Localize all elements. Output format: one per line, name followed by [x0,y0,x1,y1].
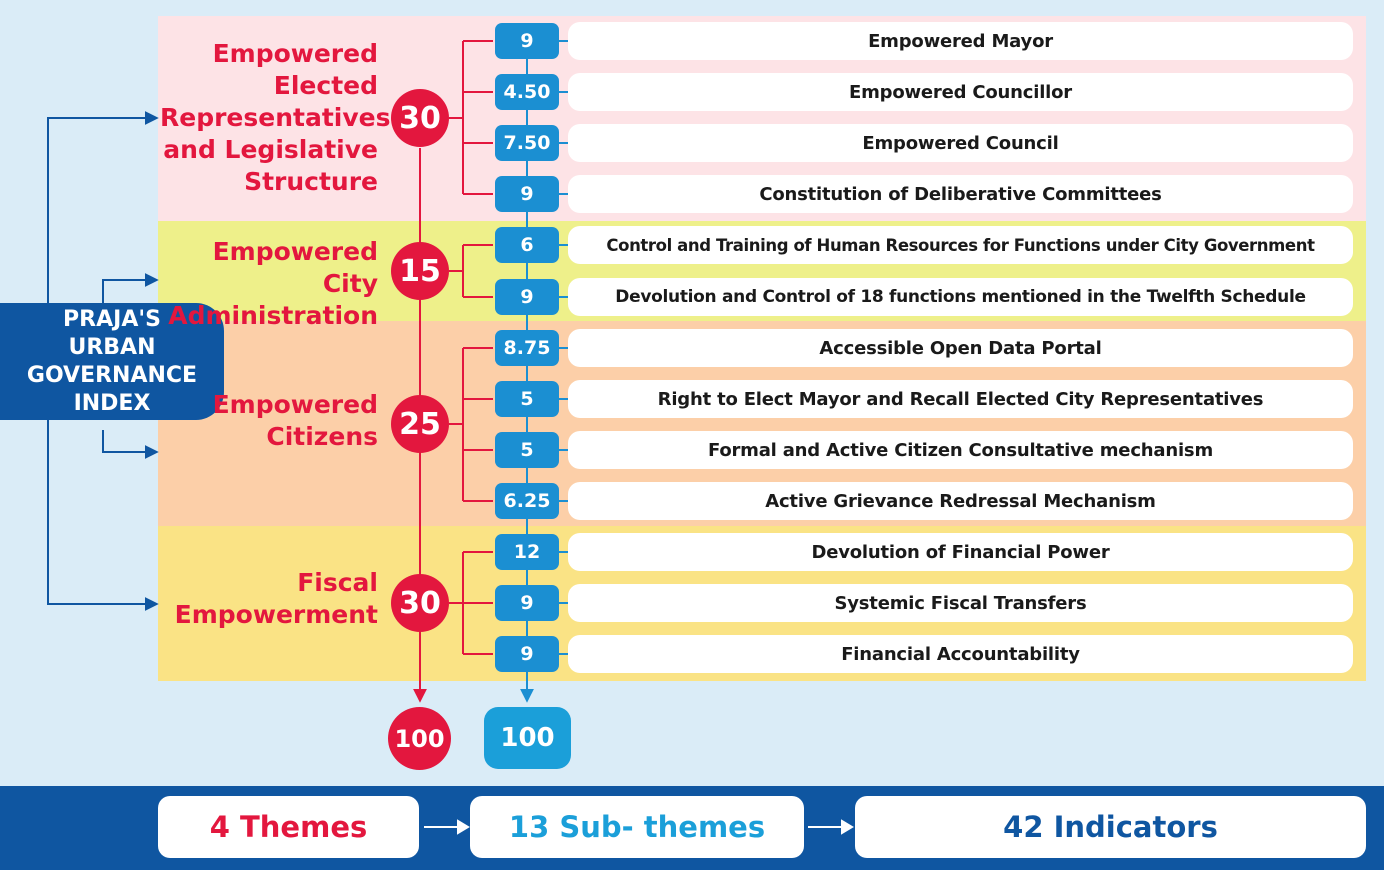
index-title: PRAJA'S URBAN GOVERNANCE INDEX [26,306,198,416]
theme-score-3: 25 [391,395,449,453]
subtheme-score: 9 [495,23,559,59]
themes-total: 100 [388,707,451,770]
subtheme-score: 9 [495,279,559,315]
theme-title-1: Empowered Elected Representatives and Legislative Structure [160,39,391,196]
theme-score-2: 15 [391,242,449,300]
subtheme-score: 8.75 [495,330,559,366]
subtheme-label: Right to Elect Mayor and Recall Elected City Representatives [568,380,1353,418]
subtheme-score: 9 [495,585,559,621]
subtheme-score: 9 [495,176,559,212]
subtheme-score: 12 [495,534,559,570]
footer-subthemes: 13 Sub- themes [470,796,804,858]
subtheme-label: Formal and Active Citizen Consultative mechanism [568,431,1353,469]
subtheme-score: 9 [495,636,559,672]
subtheme-label: Empowered Mayor [568,22,1353,60]
subthemes-total: 100 [484,707,571,769]
subtheme-label: Devolution of Financial Power [568,533,1353,571]
subtheme-score: 5 [495,432,559,468]
subtheme-score: 4.50 [495,74,559,110]
subtheme-label: Empowered Councillor [568,73,1353,111]
subtheme-label: Constitution of Deliberative Committees [568,175,1353,213]
subtheme-label: Systemic Fiscal Transfers [568,584,1353,622]
subtheme-label: Devolution and Control of 18 functions mentioned in the Twelfth Schedule [568,278,1353,316]
theme-title-3: Empowered Citizens [212,390,378,451]
subtheme-score: 5 [495,381,559,417]
subtheme-label: Financial Accountability [568,635,1353,673]
subtheme-label: Active Grievance Redressal Mechanism [568,482,1353,520]
subtheme-label: Accessible Open Data Portal [568,329,1353,367]
subtheme-score: 6.25 [495,483,559,519]
subtheme-score: 7.50 [495,125,559,161]
theme-score-1: 30 [391,89,449,147]
footer-themes: 4 Themes [158,796,419,858]
subtheme-label: Empowered Council [568,124,1353,162]
footer-indicators: 42 Indicators [855,796,1366,858]
theme-title-4: Fiscal Empowerment [174,568,378,629]
subtheme-label: Control and Training of Human Resources for Functions under City Government [568,226,1353,264]
subtheme-score: 6 [495,227,559,263]
theme-title-2: Empowered City Administration [168,237,378,330]
theme-score-4: 30 [391,574,449,632]
